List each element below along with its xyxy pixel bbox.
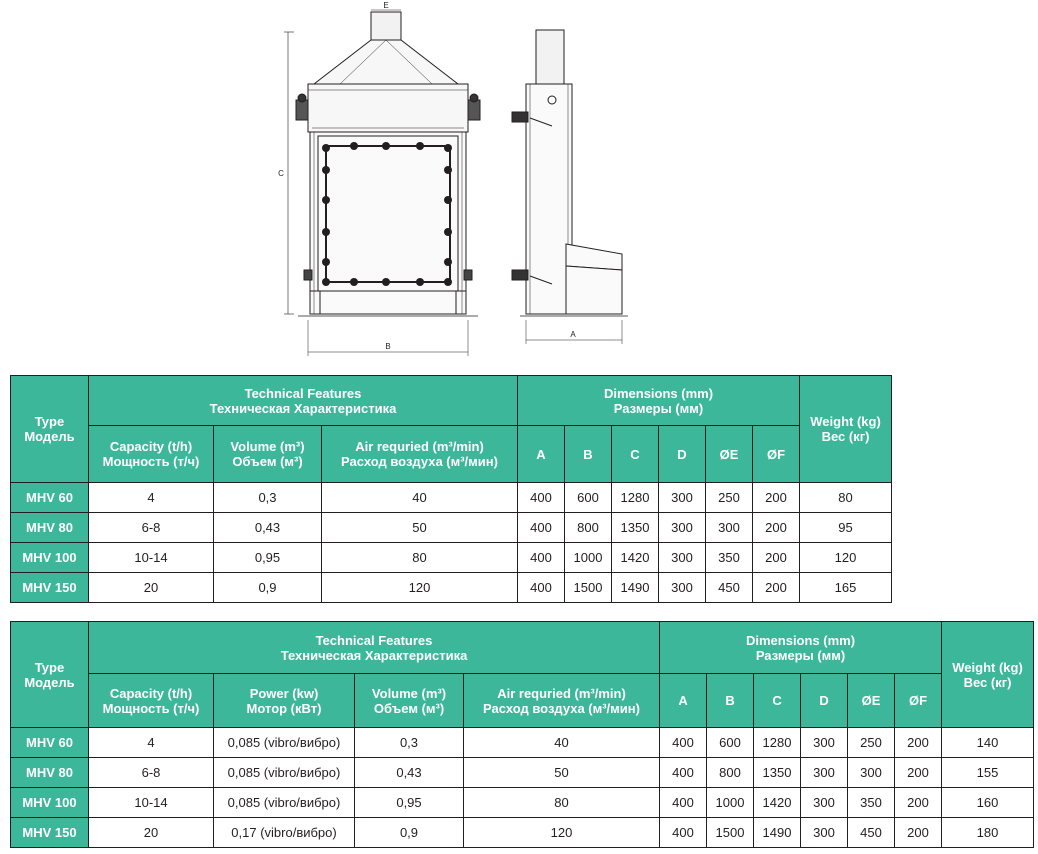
dim-d-cell: 300 bbox=[801, 788, 848, 818]
weight-cell: 180 bbox=[942, 818, 1034, 848]
air-cell: 50 bbox=[322, 513, 518, 543]
dim-c-cell: 1490 bbox=[612, 573, 659, 603]
dim-e-cell: 350 bbox=[706, 543, 753, 573]
technical-features-header: Technical Features Техническая Характеристика bbox=[89, 622, 660, 674]
dim-c-cell: 1420 bbox=[754, 788, 801, 818]
dim-e-cell: 450 bbox=[706, 573, 753, 603]
dim-header-b: B bbox=[707, 674, 754, 728]
dim-a-cell: 400 bbox=[518, 513, 565, 543]
capacity-cell: 4 bbox=[89, 483, 214, 513]
dim-header-e: ØE bbox=[848, 674, 895, 728]
dim-b-cell: 1500 bbox=[565, 573, 612, 603]
dim-e-cell: 300 bbox=[706, 513, 753, 543]
model-cell: MHV 150 bbox=[11, 573, 89, 603]
table-row bbox=[11, 573, 892, 603]
capacity-cell: 6-8 bbox=[89, 758, 214, 788]
spec-table-1 bbox=[10, 375, 892, 603]
volume-header: Volume (m³) Объем (м³) bbox=[214, 426, 322, 483]
dim-d-cell: 300 bbox=[801, 758, 848, 788]
table-row bbox=[11, 728, 1034, 758]
power-cell: 0,085 (vibro/вибро) bbox=[214, 788, 355, 818]
dim-b-cell: 600 bbox=[565, 483, 612, 513]
table-row bbox=[11, 483, 892, 513]
dim-f-cell: 200 bbox=[895, 758, 942, 788]
air-cell: 40 bbox=[322, 483, 518, 513]
volume-cell: 0,95 bbox=[355, 788, 464, 818]
weight-cell: 165 bbox=[800, 573, 892, 603]
power-cell: 0,085 (vibro/вибро) bbox=[214, 758, 355, 788]
dim-a-cell: 400 bbox=[660, 728, 707, 758]
capacity-cell: 4 bbox=[89, 728, 214, 758]
dim-d-cell: 300 bbox=[659, 543, 706, 573]
model-cell: MHV 60 bbox=[11, 728, 89, 758]
power-cell: 0,085 (vibro/вибро) bbox=[214, 728, 355, 758]
dimension-label-b: B bbox=[385, 342, 391, 351]
dim-c-cell: 1350 bbox=[754, 758, 801, 788]
capacity-header: Capacity (t/h) Мощность (т/ч) bbox=[89, 426, 214, 483]
air-cell: 40 bbox=[464, 728, 660, 758]
spec-table-2 bbox=[10, 621, 1034, 848]
weight-header: Weight (kg) Вес (кг) bbox=[800, 376, 892, 483]
dim-c-cell: 1490 bbox=[754, 818, 801, 848]
air-cell: 50 bbox=[464, 758, 660, 788]
dim-d-cell: 300 bbox=[801, 728, 848, 758]
weight-cell: 140 bbox=[942, 728, 1034, 758]
air-required-header: Air requried (m³/min) Расход воздуха (м³/мин) bbox=[322, 426, 518, 483]
dim-b-cell: 800 bbox=[565, 513, 612, 543]
dim-e-cell: 350 bbox=[848, 788, 895, 818]
dim-f-cell: 200 bbox=[753, 573, 800, 603]
dim-e-cell: 250 bbox=[706, 483, 753, 513]
weight-cell: 155 bbox=[942, 758, 1034, 788]
dim-a-cell: 400 bbox=[518, 573, 565, 603]
dim-header-a: A bbox=[660, 674, 707, 728]
volume-cell: 0,43 bbox=[214, 513, 322, 543]
dim-b-cell: 1000 bbox=[565, 543, 612, 573]
capacity-cell: 6-8 bbox=[89, 513, 214, 543]
dim-f-cell: 200 bbox=[753, 483, 800, 513]
capacity-cell: 20 bbox=[89, 573, 214, 603]
dim-d-cell: 300 bbox=[801, 818, 848, 848]
air-cell: 120 bbox=[464, 818, 660, 848]
dim-a-cell: 400 bbox=[518, 543, 565, 573]
volume-cell: 0,9 bbox=[214, 573, 322, 603]
volume-cell: 0,95 bbox=[214, 543, 322, 573]
capacity-cell: 10-14 bbox=[89, 543, 214, 573]
dim-b-cell: 1500 bbox=[707, 818, 754, 848]
capacity-cell: 20 bbox=[89, 818, 214, 848]
technical-features-header: Technical Features Техническая Характеристика bbox=[89, 376, 518, 426]
dim-header-a: A bbox=[518, 426, 565, 483]
air-cell: 80 bbox=[464, 788, 660, 818]
type-header: Type Модель bbox=[11, 622, 89, 728]
dim-e-cell: 250 bbox=[848, 728, 895, 758]
volume-cell: 0,3 bbox=[214, 483, 322, 513]
technical-drawing bbox=[0, 0, 1038, 370]
table-row bbox=[11, 513, 892, 543]
dim-a-cell: 400 bbox=[518, 483, 565, 513]
dimension-label-c: C bbox=[278, 169, 284, 178]
dim-d-cell: 300 bbox=[659, 483, 706, 513]
model-cell: MHV 80 bbox=[11, 513, 89, 543]
weight-header: Weight (kg) Вес (кг) bbox=[942, 622, 1034, 728]
air-cell: 120 bbox=[322, 573, 518, 603]
dim-header-f: ØF bbox=[895, 674, 942, 728]
volume-cell: 0,3 bbox=[355, 728, 464, 758]
power-cell: 0,17 (vibro/вибро) bbox=[214, 818, 355, 848]
dim-d-cell: 300 bbox=[659, 513, 706, 543]
side-view bbox=[512, 30, 628, 344]
dim-header-c: C bbox=[612, 426, 659, 483]
dim-e-cell: 300 bbox=[848, 758, 895, 788]
volume-header: Volume (m³) Объем (м³) bbox=[355, 674, 464, 728]
weight-cell: 95 bbox=[800, 513, 892, 543]
dim-c-cell: 1280 bbox=[612, 483, 659, 513]
table-row bbox=[11, 758, 1034, 788]
dim-f-cell: 200 bbox=[895, 788, 942, 818]
dim-f-cell: 200 bbox=[753, 513, 800, 543]
dim-c-cell: 1280 bbox=[754, 728, 801, 758]
model-cell: MHV 60 bbox=[11, 483, 89, 513]
front-view bbox=[284, 10, 480, 356]
weight-cell: 80 bbox=[800, 483, 892, 513]
dim-b-cell: 600 bbox=[707, 728, 754, 758]
weight-cell: 160 bbox=[942, 788, 1034, 818]
dim-header-b: B bbox=[565, 426, 612, 483]
dim-header-e: ØE bbox=[706, 426, 753, 483]
dimension-label-e: E bbox=[383, 1, 389, 10]
dim-header-d: D bbox=[801, 674, 848, 728]
volume-cell: 0,9 bbox=[355, 818, 464, 848]
dim-header-c: C bbox=[754, 674, 801, 728]
model-cell: MHV 100 bbox=[11, 543, 89, 573]
dimensions-header: Dimensions (mm) Размеры (мм) bbox=[660, 622, 942, 674]
dimension-label-a: A bbox=[570, 330, 576, 339]
model-cell: MHV 150 bbox=[11, 818, 89, 848]
dim-f-cell: 200 bbox=[895, 728, 942, 758]
dim-header-d: D bbox=[659, 426, 706, 483]
table-row bbox=[11, 818, 1034, 848]
dim-b-cell: 1000 bbox=[707, 788, 754, 818]
capacity-header: Capacity (t/h) Мощность (т/ч) bbox=[89, 674, 214, 728]
capacity-cell: 10-14 bbox=[89, 788, 214, 818]
model-cell: MHV 100 bbox=[11, 788, 89, 818]
dim-a-cell: 400 bbox=[660, 818, 707, 848]
dim-b-cell: 800 bbox=[707, 758, 754, 788]
table-row bbox=[11, 788, 1034, 818]
power-header: Power (kw) Мотор (кВт) bbox=[214, 674, 355, 728]
dim-c-cell: 1420 bbox=[612, 543, 659, 573]
dim-f-cell: 200 bbox=[895, 818, 942, 848]
dimensions-header: Dimensions (mm) Размеры (мм) bbox=[518, 376, 800, 426]
air-required-header: Air requried (m³/min) Расход воздуха (м³/мин) bbox=[464, 674, 660, 728]
dim-e-cell: 450 bbox=[848, 818, 895, 848]
type-header: Type Модель bbox=[11, 376, 89, 483]
dim-a-cell: 400 bbox=[660, 758, 707, 788]
table-row bbox=[11, 543, 892, 573]
dim-header-f: ØF bbox=[753, 426, 800, 483]
weight-cell: 120 bbox=[800, 543, 892, 573]
dim-d-cell: 300 bbox=[659, 573, 706, 603]
model-cell: MHV 80 bbox=[11, 758, 89, 788]
dim-f-cell: 200 bbox=[753, 543, 800, 573]
dim-a-cell: 400 bbox=[660, 788, 707, 818]
dim-c-cell: 1350 bbox=[612, 513, 659, 543]
air-cell: 80 bbox=[322, 543, 518, 573]
volume-cell: 0,43 bbox=[355, 758, 464, 788]
